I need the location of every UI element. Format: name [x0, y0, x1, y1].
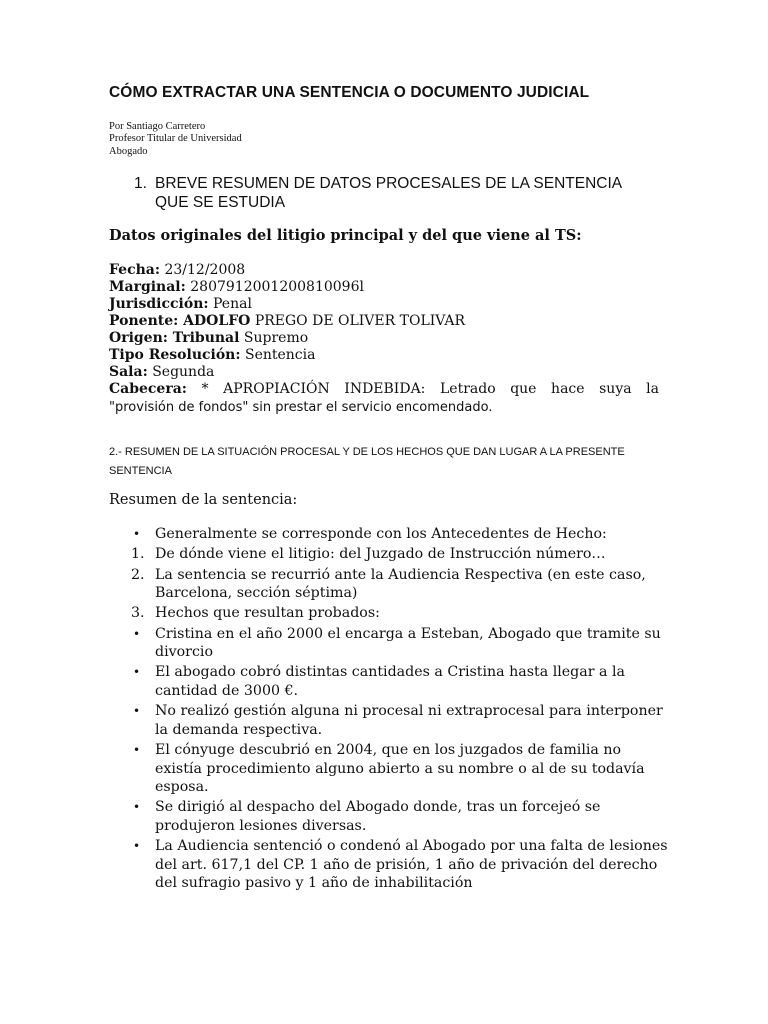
tipo-resolucion-label: Tipo Resolución:: [109, 347, 241, 363]
list-item: [109, 663, 669, 700]
bullet-marker: •: [133, 800, 141, 815]
section-1-line-2: QUE SE ESTUDIA: [155, 194, 286, 211]
cabecera-word: suya: [599, 381, 632, 397]
author-profession: Abogado: [109, 146, 148, 157]
cabecera-label: Cabecera:: [109, 381, 187, 397]
list-item-text: Hechos que resultan probados:: [155, 605, 380, 622]
cabecera-word: INDEBIDA:: [344, 381, 426, 397]
field-fecha: [109, 262, 245, 279]
cabecera-word: Letrado: [439, 381, 496, 397]
fecha-label: Fecha:: [109, 262, 161, 278]
bullet-marker: •: [133, 665, 141, 680]
marginal-label: Marginal:: [109, 279, 186, 295]
bullet-marker: •: [133, 527, 141, 541]
list-item-text: Cristina en el año 2000 el encarga a Esteban, Abogado que tramite su divorcio: [155, 625, 661, 661]
list-item-text: Se dirigió al despacho del Abogado donde, tras un forcejeó se produjeron lesiones diversas.: [155, 799, 601, 834]
cabecera-word: *: [201, 381, 209, 397]
cabecera-continuation: "provisión de fondos" sin prestar el servicio encomendado.: [109, 400, 493, 415]
ponente-value: PREGO DE OLIVER TOLIVAR: [254, 313, 466, 329]
sala-value: Segunda: [152, 364, 215, 380]
list-item-text: Generalmente se corresponde con los Antecedentes de Hecho:: [155, 526, 607, 542]
list-item: [109, 604, 669, 623]
field-sala: [109, 364, 214, 381]
author-name: Por Santiago Carretero: [109, 121, 206, 132]
cabecera-word: que: [510, 381, 537, 397]
cabecera-word: hace: [551, 381, 585, 397]
cabecera-word: APROPIACIÓN: [223, 381, 330, 397]
list-item: [109, 741, 669, 797]
field-cabecera: [109, 381, 659, 398]
resumen-list: [109, 525, 669, 894]
author-position: Profesor Titular de Universidad: [109, 133, 242, 144]
list-item-text: El cónyuge descubrió en 2004, que en los juzgados de familia no existía procedimiento alguno abierto a su nombre o al de su todavía esposa.: [155, 742, 645, 796]
list-item: [109, 702, 669, 739]
list-item: [109, 625, 669, 662]
bullet-marker: •: [133, 839, 141, 854]
number-marker: 2.: [131, 566, 145, 583]
marginal-value: 2807912001200810096l: [190, 279, 364, 295]
origen-value: Supremo: [243, 330, 309, 346]
sala-label: Sala:: [109, 364, 148, 380]
field-tipo-resolucion: [109, 347, 315, 364]
list-item: [109, 566, 669, 603]
list-item-text: De dónde viene el litigio: del Juzgado de Instrucción número…: [155, 546, 606, 563]
section-1-line-1: BREVE RESUMEN DE DATOS PROCESALES DE LA SENTENCIA: [155, 175, 623, 192]
field-marginal: [109, 279, 364, 296]
bullet-marker: •: [133, 743, 141, 758]
bullet-marker: •: [133, 626, 141, 641]
list-item: [109, 837, 669, 893]
origen-label: Origen: Tribunal: [109, 330, 240, 346]
number-marker: 1.: [131, 546, 145, 563]
list-item-text: El abogado cobró distintas cantidades a Cristina hasta llegar a la cantidad de 3000 €.: [155, 664, 625, 699]
number-marker: 3.: [131, 605, 145, 622]
field-ponente: [109, 313, 465, 330]
ponente-label: Ponente: ADOLFO: [109, 313, 251, 329]
field-jurisdiccion: [109, 296, 252, 313]
list-item-text: La sentencia se recurrió ante la Audiencia Respectiva (en este caso, Barcelona, sección séptima): [155, 566, 646, 602]
cabecera-word: la: [646, 381, 659, 397]
list-item: [109, 525, 669, 544]
section-1-number: 1.: [134, 175, 147, 192]
document-title: CÓMO EXTRACTAR UNA SENTENCIA O DOCUMENTO JUDICIAL: [109, 84, 590, 101]
tipo-resolucion-value: Sentencia: [244, 347, 316, 363]
fecha-value: 23/12/2008: [164, 262, 246, 278]
list-item-text: No realizó gestión alguna ni procesal ni extraprocesal para interponer la demanda respectiva.: [155, 703, 663, 738]
section-2-heading: 2.- RESUMEN DE LA SITUACIÓN PROCESAL Y DE LOS HECHOS QUE DAN LUGAR A LA PRESENTE: [109, 446, 625, 458]
list-item: [109, 798, 669, 835]
section-2-heading-continuation: SENTENCIA: [109, 465, 172, 477]
jurisdiccion-label: Jurisdicción:: [109, 296, 209, 312]
list-item-text: La Audiencia sentenció o condenó al Abogado por una falta de lesiones del art. 617,1 del CP. 1 año de prisión, 1 año de privación del derecho del sufragio pasivo y 1 año de inhabilitación: [155, 838, 668, 892]
field-origen: [109, 330, 308, 347]
jurisdiccion-value: Penal: [213, 296, 252, 312]
datos-heading: Datos originales del litigio principal y del que viene al TS:: [109, 227, 582, 244]
bullet-marker: •: [133, 704, 141, 719]
resumen-label: Resumen de la sentencia:: [109, 492, 298, 508]
list-item: [109, 545, 669, 564]
